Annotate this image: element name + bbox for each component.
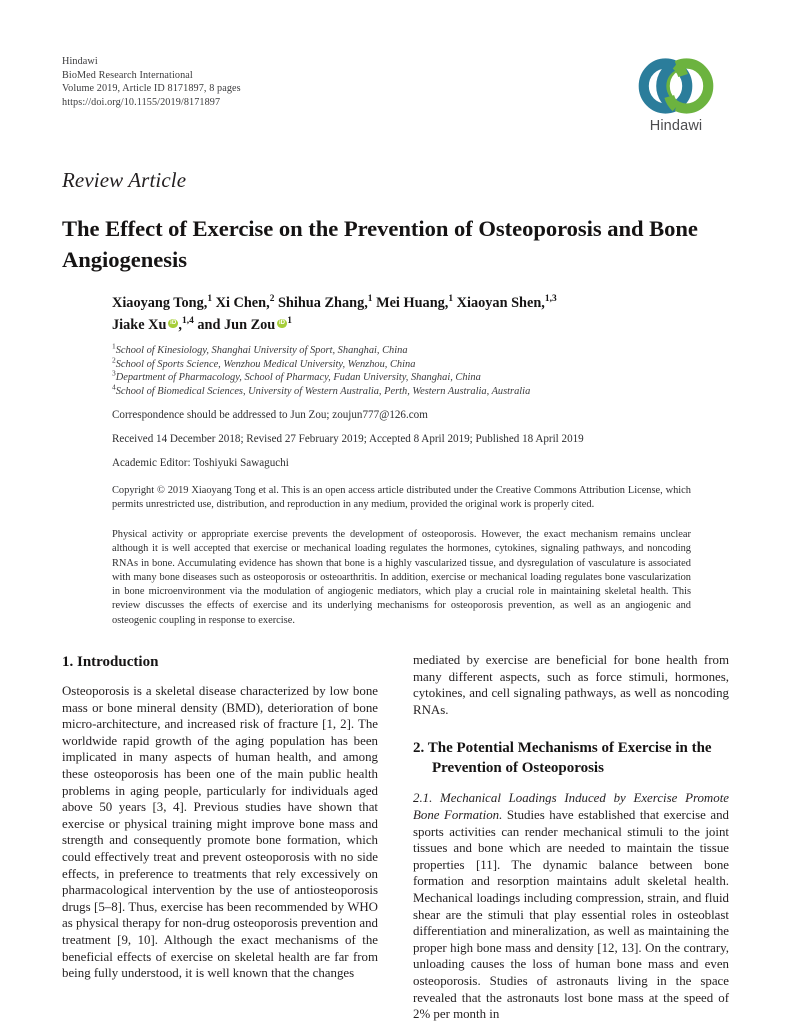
- author-affiliation-marker: 1: [207, 294, 213, 305]
- left-column: [62, 652, 378, 1023]
- author-affiliation-marker: 2: [269, 294, 275, 305]
- academic-editor: Academic Editor: Toshiyuki Sawaguchi: [112, 457, 289, 469]
- affiliation-item: [112, 382, 702, 399]
- author-affiliation-marker: 1: [367, 294, 373, 305]
- hindawi-wordmark: Hindawi: [649, 118, 703, 134]
- affiliation-list: [112, 341, 702, 398]
- author-name: Xiaoyan Shen,: [456, 295, 545, 311]
- section-heading-mechanisms: 2. The Potential Mechanisms of Exercise in the Prevention of Osteoporosis: [413, 740, 712, 777]
- doi-link[interactable]: https://doi.org/10.1155/2019/8171897: [62, 96, 221, 108]
- orcid-icon[interactable]: [277, 319, 287, 329]
- affiliation-text: School of Sports Science, Wenzhou Medical University, Wenzhou, China: [115, 358, 416, 370]
- affiliation-item: [112, 355, 702, 372]
- section-heading-introduction: 1. Introduction: [62, 654, 159, 670]
- affiliation-text: Department of Pharmacology, School of Pharmacy, Fudan University, Shanghai, China: [115, 372, 481, 384]
- right-column: [413, 652, 729, 1023]
- author-affiliation-marker: 1: [448, 294, 454, 305]
- author-name: Jiake Xu: [112, 316, 167, 333]
- publisher-name: Hindawi: [62, 56, 98, 67]
- affiliation-marker: 4: [112, 382, 116, 392]
- intro-paragraph: Osteoporosis is a skeletal disease characterized by low bone mass or bone mineral density (BMD), deterioration of bone micro-architecture, and increased risk of fracture [1, 2]. The worldwide rapid growth of the aging population has been implicated in many aspects of human health, and among these osteoporosis has been one of the main public health problems in aging people, particularly for individuals aged above 50 years [3, 4]. Previous studies have shown that exercise or physical training might improve bone mass and strength and consequently promote bone formation, which could effectively treat and prevent osteoporosis with no side effects, in preference to treatments that rely excessively on pharmacological intervention by the use of antiosteoporosis drugs [5–8]. Thus, exercise has been recommended by WHO as physical therapy for non-drug osteoporosis prevention and treatment [9, 10]. Although the exact mechanisms of the beneficial effects of exercise on skeletal health are far from being fully understood, it is well known that the changes: [62, 684, 378, 981]
- affiliation-text: School of Kinesiology, Shanghai University of Sport, Shanghai, China: [115, 345, 408, 356]
- author-name: Xiaoyang Tong,: [112, 295, 208, 311]
- affiliation-marker: 3: [112, 368, 116, 378]
- subsection-2-1: [413, 790, 729, 1022]
- orcid-icon[interactable]: [168, 319, 178, 329]
- affiliation-marker: 1: [112, 341, 116, 351]
- volume-line: Volume 2019, Article ID 8171897, 8 pages: [62, 83, 241, 95]
- masthead: [62, 55, 722, 134]
- intro-paragraph-continued: mediated by exercise are beneficial for bone health from many different aspects, such as force stimuli, hormones, cytokines, and cell signaling pathways, as well as noncoding RNAs.: [413, 653, 729, 717]
- page-title: The Effect of Exercise on the Prevention of Osteoporosis and Bone Angiogenesis: [62, 216, 698, 273]
- subsection-title: 2.1. Mechanical Loadings Induced by Exercise Promote Bone Formation.: [413, 791, 729, 822]
- article-type: Review Article: [62, 168, 187, 192]
- author-affiliation-marker: 1,3: [544, 294, 557, 305]
- author-name: Mei Huang,: [376, 295, 449, 311]
- affiliation-text: School of Biomedical Sciences, University of Western Australia, Perth, Western Australia, Australia: [115, 385, 531, 397]
- correspondence-line: Correspondence should be addressed to Jun Zou; zoujun777@126.com: [112, 409, 428, 421]
- author-affiliation-marker: 1,4: [182, 315, 194, 326]
- journal-name: BioMed Research International: [62, 69, 193, 81]
- hindawi-logo: [630, 57, 722, 134]
- author-line-1: [112, 295, 557, 311]
- abstract: Physical activity or appropriate exercise prevents the development of osteoporosis. However, the exact mechanism remains unclear although it is well accepted that exercise or mechanical loading regulates the hormones, cytokines, signaling pathways, and noncoding RNAs in bone. Accumulating evidence has shown that bone is a highly vascularized tissue, and dysregulation of vasculature is associated with many bone diseases such as osteoporosis or osteoarthritis. In addition, exercise or mechanical loading regulates bone vascularization in bone microenvironment via the modulation of angiogenic mediators, which play a crucial role in maintaining skeletal health. This review discusses the effects of exercise and its underlying mechanisms for osteoporosis prevention, as well as an angiogenic and osteogenic coupling in response to exercise.: [112, 529, 691, 626]
- publication-dates: Received 14 December 2018; Revised 27 February 2019; Accepted 8 April 2019; Published 18 April 2019: [112, 433, 584, 445]
- journal-info: [62, 55, 241, 109]
- author-name: and Jun Zou: [197, 316, 276, 333]
- author-affiliation-marker: 1: [287, 315, 292, 326]
- author-name: Xi Chen,: [215, 295, 270, 311]
- author-name: Shihua Zhang,: [277, 295, 368, 311]
- hindawi-rings-icon: [637, 57, 715, 115]
- copyright-statement: Copyright © 2019 Xiaoyang Tong et al. This is an open access article distributed under the Creative Commons Attribution License, which permits unrestricted use, distribution, and reproduction in any medium, provided the original work is properly cited.: [112, 485, 691, 511]
- body-columns: [62, 652, 729, 1023]
- subsection-body: Studies have established that exercise and sports activities can render mechanical stimuli to the joint tissues and bone which are needed to maintain the tissue properties [11]. The dynamic balance between bone formation and resorption maintains adult skeletal health. Mechanical loadings including compression, strain, and fluid shear are the stimuli that play essential roles in osteoblast differentiation and mineralization, as well as maintaining the proper high bone mass and density [12, 13]. On the contrary, unloading causes the loss of human bone mass and even osteoporosis. Studies of astronauts living in the space revealed that the astronauts lost bone mass at the speed of 2% per month in: [413, 807, 729, 1022]
- author-line-2: Jiake Xu iD ,$^{1,4}$ and Jun Zou iD $^1$: [112, 317, 292, 333]
- affiliation-item: [112, 368, 702, 385]
- affiliation-item: [112, 341, 702, 358]
- author-list: [112, 293, 692, 336]
- affiliation-marker: 2: [112, 355, 116, 365]
